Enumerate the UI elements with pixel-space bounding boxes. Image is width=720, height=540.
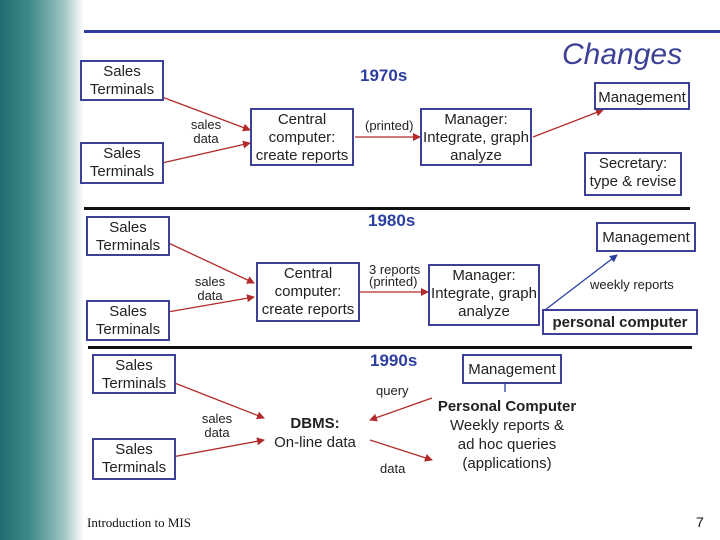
- reports-count-label: 3 reports: [369, 262, 421, 277]
- pc-line-3: ad hoc queries: [457, 436, 557, 453]
- manager-line-3: analyze: [450, 147, 502, 164]
- sales-terminals-label: Sales Terminals: [95, 219, 161, 254]
- era-label-1990s: 1990s: [370, 351, 418, 370]
- pc-line-2: Weekly reports &: [450, 417, 564, 434]
- manager-line-3: analyze: [458, 303, 510, 320]
- data-label: data: [380, 461, 406, 476]
- manager-line-1: Manager:: [452, 267, 516, 284]
- pc-line-4: (applications): [462, 455, 552, 472]
- management-box: [462, 354, 562, 384]
- management-label: Management: [468, 361, 556, 378]
- secretary-line-1: Secretary:: [598, 155, 668, 172]
- manager-line-2: Integrate, graph: [431, 285, 537, 302]
- personal-computer-label: personal computer: [552, 314, 688, 331]
- central-line-1: Central: [283, 265, 333, 282]
- central-line-2: computer:: [274, 283, 342, 300]
- dbms-line-2: On-line data: [274, 434, 356, 451]
- dbms-line-1: DBMS:: [290, 415, 340, 432]
- management-label: Management: [602, 229, 690, 246]
- era-label-1970s: 1970s: [360, 66, 408, 85]
- sales-terminals-label: Sales Terminals: [101, 357, 167, 392]
- manager-line-2: Integrate, graph: [423, 129, 529, 146]
- manager-line-1: Manager:: [444, 111, 508, 128]
- sales-data-label: sales data: [201, 411, 233, 440]
- printed-label: (printed): [369, 274, 418, 289]
- central-line-1: Central: [277, 111, 327, 128]
- sales-terminals-label: Sales Terminals: [95, 303, 161, 338]
- pc-line-1: Personal Computer: [437, 398, 577, 415]
- central-line-3: create reports: [255, 147, 349, 164]
- footer-course-title: Introduction to MIS: [87, 515, 191, 530]
- central-line-2: computer:: [268, 129, 336, 146]
- management-label: Management: [598, 89, 686, 106]
- sales-terminals-label: Sales Terminals: [89, 145, 155, 180]
- sales-terminals-label: Sales Terminals: [89, 63, 155, 98]
- sales-data-label: sales data: [190, 117, 222, 146]
- page-number: 7: [696, 514, 704, 530]
- sales-data-label: sales data: [194, 274, 226, 303]
- central-line-3: create reports: [261, 301, 355, 318]
- query-label: query: [376, 383, 409, 398]
- personal-computer-block: [432, 397, 582, 473]
- era-label-1980s: 1980s: [368, 211, 416, 230]
- sales-terminals-label: Sales Terminals: [101, 441, 167, 476]
- printed-label: (printed): [365, 118, 414, 133]
- secretary-line-2: type & revise: [589, 173, 677, 190]
- weekly-reports-label: weekly reports: [590, 277, 674, 292]
- slide-title: Changes: [562, 38, 683, 71]
